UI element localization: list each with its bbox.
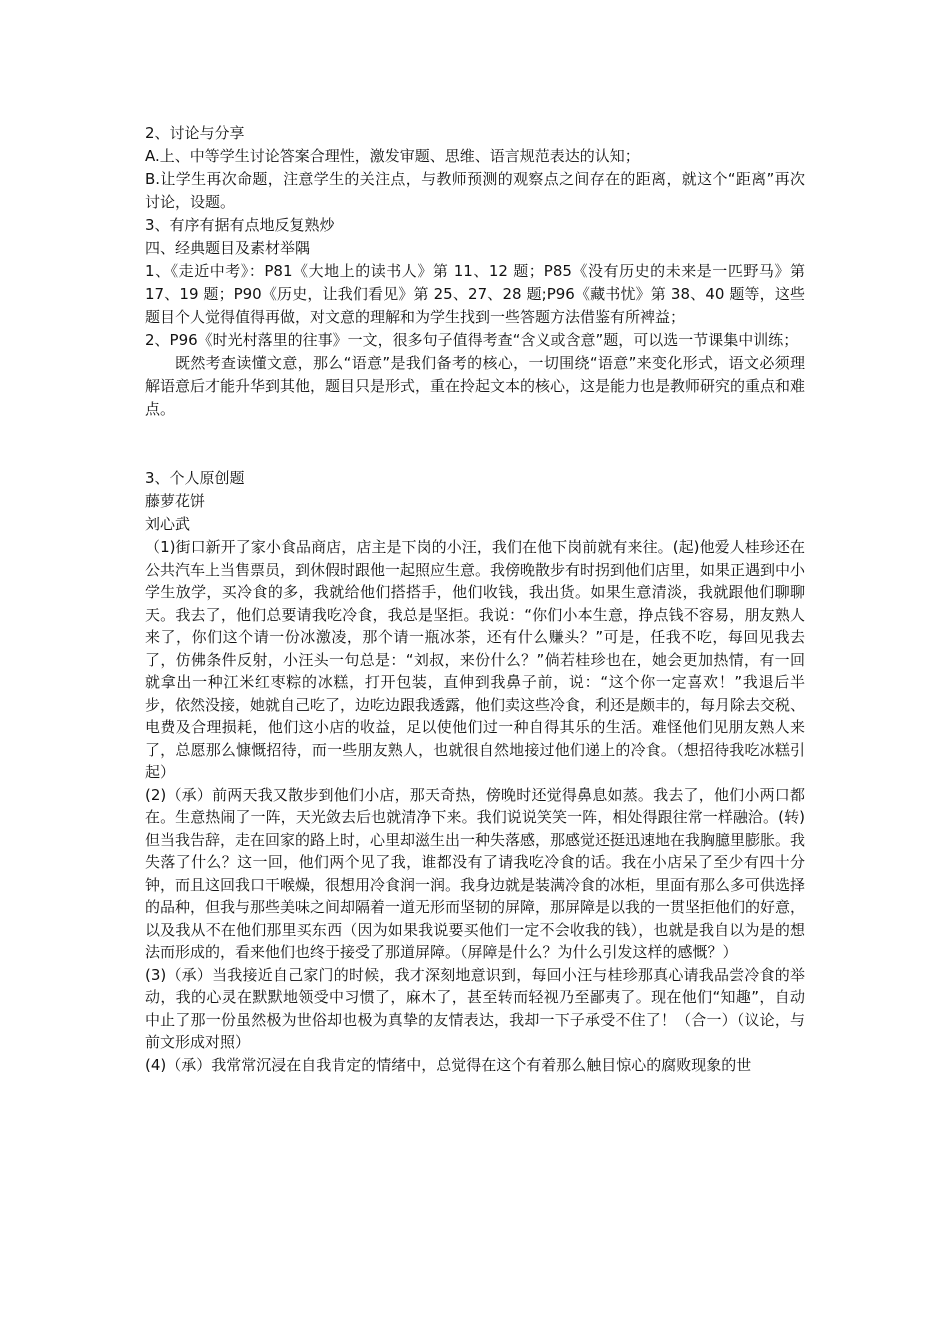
discussion-heading: 2、讨论与分享	[145, 124, 245, 142]
article-paragraph-4: (4)（承）我常常沉浸在自我肯定的情绪中，总觉得在这个有着那么触目惊心的腐败现象的世	[145, 1055, 752, 1074]
document-body	[145, 122, 805, 1076]
article-paragraph-1: （1)街口新开了家小食品商店，店主是下岗的小汪，我们在他下岗前就有来往。(起)他爱人桂珍还在公共汽车上当售票员，到休假时跟他一起照应生意。我傍晚散步有时拐到他们店里，如果正遇到中小学生放学，买冷食的多，我就给他们搭搭手，他们收钱，我出货。如果生意清淡，我就跟他们聊聊天。我去了，他们总要请我吃冷食，我总是坚拒。我说：“你们小本生意，挣点钱不容易，朋友熟人来了，你们这个请一份冰激凌，那个请一瓶冰茶，还有什么赚头？”可是，任我不吃，每回见我去了，仿佛条件反射，小汪头一句总是：“刘叔，来份什么？”倘若桂珍也在，她会更加热情，有一回就拿出一种江米红枣粽的冰糕，打开包装，直伸到我鼻子前，说：“这个你一定喜欢！”我退后半步，依然没接，她就自己吃了，边吃边跟我透露，他们卖这些冷食，利还是颇丰的，每月除去交税、电费及合理损耗，他们这小店的收益，足以使他们过一种自得其乐的生活。难怪他们见朋友熟人来了，总愿那么慷慨招待，而一些朋友熟人，也就很自然地接过他们递上的冷食。（想招待我吃冰糕引起）	[145, 538, 806, 781]
original-questions-heading: 3、个人原创题	[145, 469, 245, 487]
classic-item-2: 2、P96《时光村落里的往事》一文，很多句子值得考查“含义或含意”题，可以选一节课集中训练；	[145, 331, 799, 349]
article-paragraph-2: (2)（承）前两天我又散步到他们小店，那天奇热，傍晚时还觉得鼻息如蒸。我去了，他们小两口都在。生意热闹了一阵，天光敛去后也就清净下来。我们说说笑笑一阵，相处得跟往常一样融洽。(转)但当我告辞，走在回家的路上时，心里却滋生出一种失落感，那感觉还挺迅速地在我胸臆里膨胀。我失落了什么？这一回，他们两个见了我，谁都没有了请我吃冷食的话。我在小店呆了至少有四十分钟，而且这回我口干喉燥，很想用冷食润一润。我身边就是装满冷食的冰柜，里面有那么多可供选择的品种，但我与那些美味之间却隔着一道无形而坚韧的屏障，那屏障是以我的一贯坚拒他们的好意，以及我从不在他们那里买东西（因为如果我说要买他们一定不会收我的钱），也就是我自以为是的想法而形成的，看来他们也终于接受了那道屏障。（屏障是什么？为什么引发这样的感慨？）	[145, 785, 806, 961]
item-b: B.让学生再次命题，注意学生的关注点，与教师预测的观察点之间存在的距离，就这个“距离”再次讨论，设题。	[145, 170, 805, 211]
heading-classic-questions: 四、经典题目及素材举隅	[145, 239, 311, 257]
article-paragraph-3: (3)（承）当我接近自己家门的时候，我才深刻地意识到，每回小汪与桂珍那真心请我品尝冷食的举动，我的心灵在默默地领受中习惯了，麻木了，甚至转而轻视乃至鄙夷了。现在他们“知趣”，自动中止了那一份虽然极为世俗却也极为真挚的友情表达，我却一下子承受不住了！（合一）（议论，与前文形成对照）	[145, 965, 805, 1051]
summary-paragraph	[145, 352, 805, 421]
item-a: A.上、中等学生讨论答案合理性，激发审题、思维、语言规范表达的认知；	[145, 147, 640, 165]
article-title: 藤萝花饼	[145, 492, 206, 510]
section-spacer	[145, 421, 805, 467]
classic-item-1: 1、《走近中考》：P81《大地上的读书人》第 11、12 题；P85《没有历史的未来是一匹野马》第 17、19 题；P90《历史，让我们看见》第 25、27、28 题;P96《藏书忧》第 38、40 题等，这些题目个人觉得值得再做，对文意的理解和为学生找到一些答题方法借鉴有所裨益；	[145, 262, 805, 326]
summary-text: 既然考查读懂文意，那么“语意”是我们备考的核心，一切围绕“语意”来变化形式，语文必须理解语意后才能升华到其他，题目只是形式，重在拎起文本的核心，这是能力也是教师研究的重点和难点。	[145, 354, 806, 418]
article-author: 刘心武	[145, 515, 191, 533]
heading-sequential-practice: 3、有序有据有点地反复熟炒	[145, 216, 335, 234]
